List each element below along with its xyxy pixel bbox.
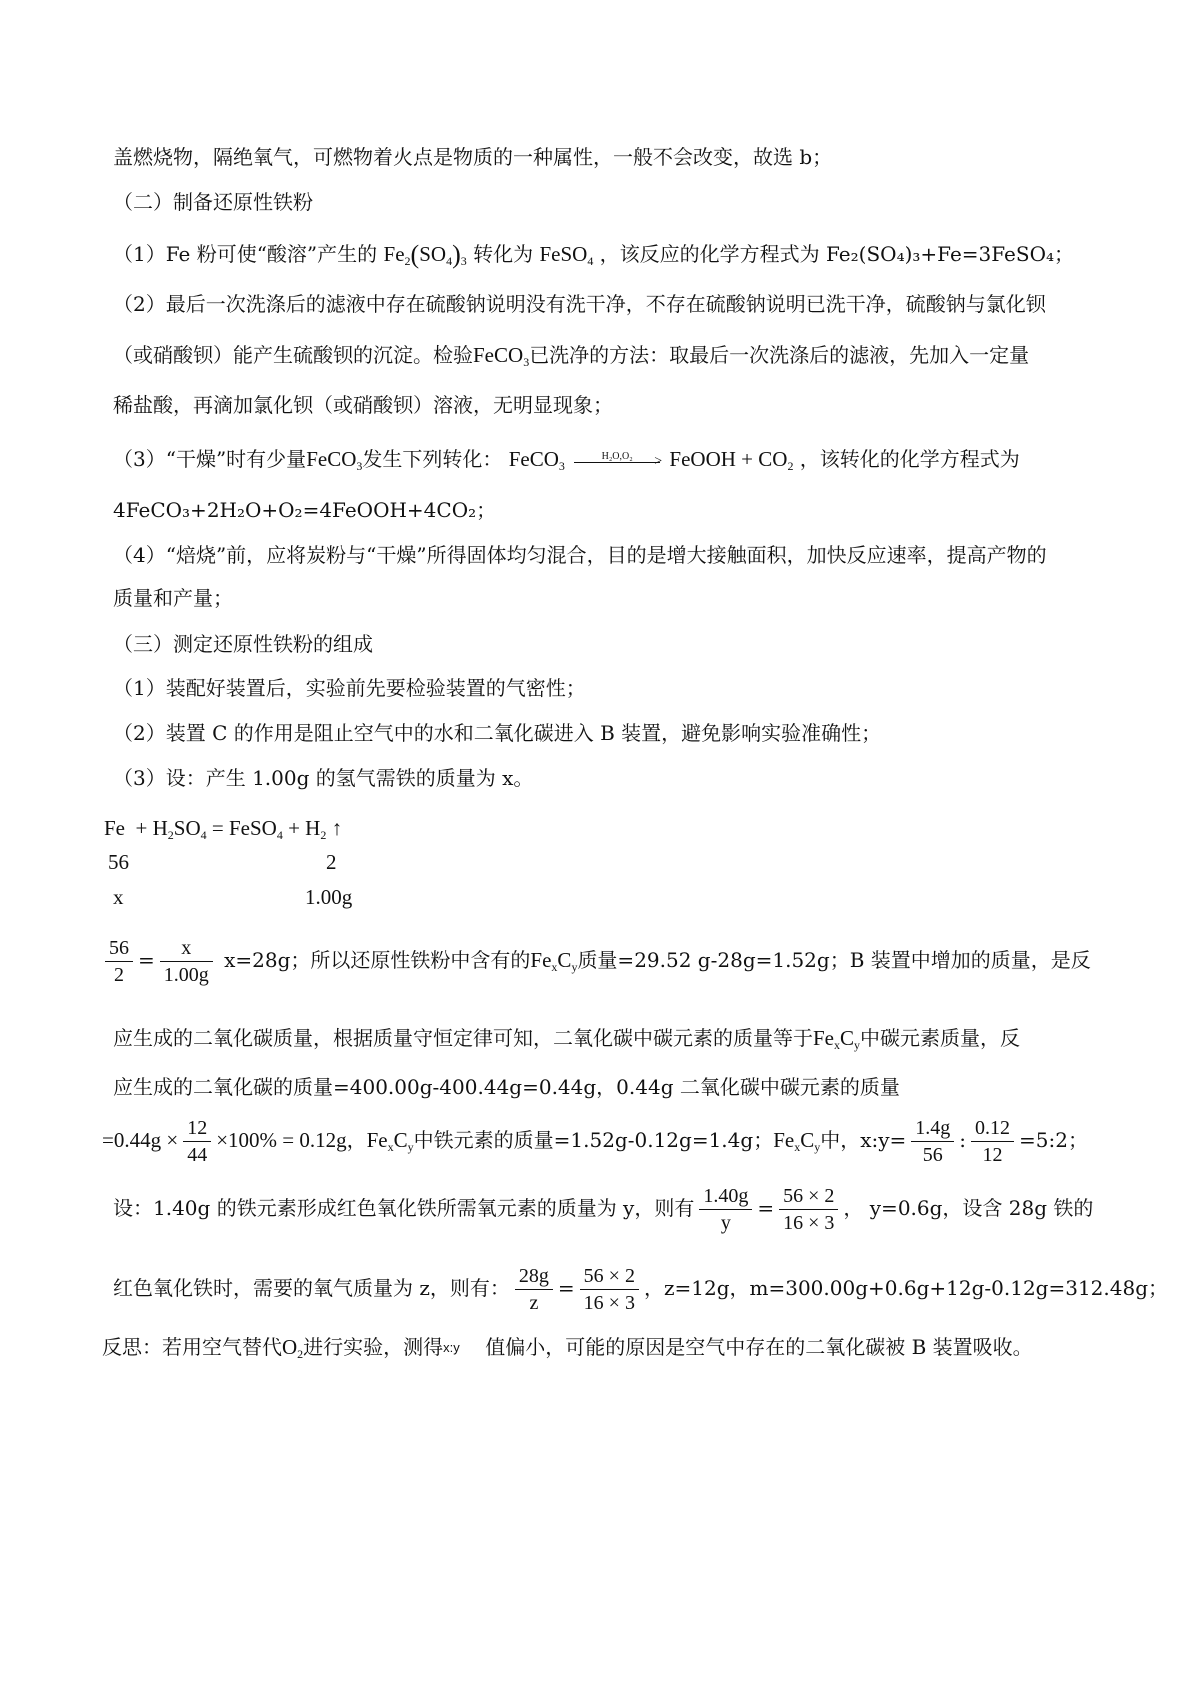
equation-ratio-56: 56 — [108, 850, 129, 874]
equation-mass-h2: 1.00g — [305, 885, 353, 909]
text-line: （4）“焙烧”前，应将炭粉与“干燥”所得固体均匀混合，目的是增大接触面积，加快反应速率，提高产物的 — [113, 543, 1047, 567]
fraction: $\frac{1.4g}{56}$ — [911, 1115, 954, 1168]
fraction: $\frac{56 \times 2}{16 \times 3}$ — [580, 1263, 639, 1316]
chemical-equation: $Fe + H_2SO_4$ = FeSO$_4$ + $H_2$ ↑ — [104, 816, 343, 842]
formula: FeSO$_4$ — [539, 242, 594, 268]
text-line: 质量和产量； — [113, 586, 233, 610]
formula: $Fe_xC_y$ — [530, 948, 578, 974]
formula: FeCO$_3$ — [473, 343, 530, 369]
formula: $Fe_xC_y$ — [366, 1128, 414, 1154]
equation-unknown-x: x — [113, 885, 124, 909]
formula: $Fe_xC_y$ — [773, 1128, 821, 1154]
text-line: （1）Fe 粉可使“酸溶”产生的 $Fe_2(SO_4)_3$ 转化为 FeSO$_4$ ，该反应的化学方程式为 Fe₂(SO₄)₃+Fe=3FeSO₄； — [113, 240, 1074, 269]
formula: $Fe_xC_y$ — [813, 1026, 861, 1052]
text-line: 4FeCO₃+2H₂O+O₂=4FeOOH+4CO₂； — [113, 498, 497, 522]
text-line: 应生成的二氧化碳质量，根据质量守恒定律可知，二氧化碳中碳元素的质量等于$Fe_xC_y$中碳元素质量，反 — [113, 1026, 1021, 1052]
text-line: 反思：若用空气替代$O_2$进行实验，测得x:y 值偏小，可能的原因是空气中存在的二氧化碳被 B 装置吸收。 — [102, 1335, 1033, 1361]
text-line: $\frac{56}{2}$ = $\frac{x}{1.00g}$ x=28g；所以还原性铁粉中含有的$Fe_xC_y$质量=29.52 g-28g=1.52g；B 装置中增加的质量，是反 — [100, 935, 1091, 988]
text-line: 盖燃烧物，隔绝氧气，可燃物着火点是物质的一种属性，一般不会改变，故选 b； — [113, 145, 833, 169]
section-heading: （三）测定还原性铁粉的组成 — [113, 632, 373, 656]
text-line: 设：1.40g 的铁元素形成红色氧化铁所需氧元素的质量为 y，则有 $\frac{1.40g}{y}$ = $\frac{56 \times 2}{16 \times 3}$ ， y=0.6g，设含 28g 铁的 — [113, 1185, 1094, 1234]
text-line: 应生成的二氧化碳的质量=400.00g-400.44g=0.44g，0.44g 二氧化碳中碳元素的质量 — [113, 1075, 900, 1099]
fraction: $\frac{0.12}{12}$ — [971, 1115, 1014, 1168]
text-line: （2）装置 C 的作用是阻止空气中的水和二氧化碳进入 B 装置，避免影响实验准确性； — [113, 721, 882, 745]
fraction: $\frac{1.40g}{y}$ — [699, 1183, 752, 1236]
fraction: $\frac{56 \times 2}{16 \times 3}$ — [779, 1183, 838, 1236]
text-line: （1）装配好装置后，实验前先要检验装置的气密性； — [113, 676, 586, 700]
text-line: 红色氧化铁时，需要的氧气质量为 z，则有： $\frac{28g}{z}$ = $\frac{56 \times 2}{16 \times 3}$ ，z=12g，m=300.00g+0.6g+12g-0.12g=312.48g； — [113, 1265, 1169, 1314]
fraction: $\frac{28g}{z}$ — [515, 1263, 553, 1316]
formula: FeCO$_3$ — [306, 447, 363, 473]
section-heading: （二）制备还原性铁粉 — [113, 190, 313, 214]
fraction: $\frac{12}{44}$ — [183, 1115, 211, 1168]
reaction-formula: FeCO$_3$ H₂O,O₂ > FeOOH + $CO_2$ — [508, 447, 794, 473]
equation-ratio-2: 2 — [326, 850, 337, 874]
formula: $O_2$ — [282, 1335, 304, 1361]
fraction: $\frac{56}{2}$ — [105, 935, 133, 988]
text-line: 稀盐酸，再滴加氯化钡（或硝酸钡）溶液，无明显现象； — [113, 393, 613, 417]
formula: $Fe_2(SO_4)_3$ — [383, 240, 467, 269]
text-line: （2）最后一次洗涤后的滤液中存在硫酸钠说明没有洗干净，不存在硫酸钠说明已洗干净，硫酸钠与氯化钡 — [113, 292, 1046, 316]
text-line: （3）“干燥”时有少量FeCO$_3$发生下列转化： FeCO$_3$ H₂O,O₂ > FeOOH + $CO_2$ ，该转化的化学方程式为 — [113, 447, 1020, 473]
reaction-arrow: H₂O,O₂ > — [574, 455, 660, 467]
text-line: （或硝酸钡）能产生硫酸钡的沉淀。检验FeCO$_3$已洗净的方法：取最后一次洗涤后的滤液，先加入一定量 — [113, 343, 1030, 369]
text-line: =0.44g × $\frac{12}{44}$ ×100% = 0.12g，$Fe_xC_y$中铁元素的质量=1.52g-0.12g=1.4g；$Fe_xC_y$中，x:y= $\frac{1.4g}{56}$ : $\frac{0.12}{12}$ =5:2； — [102, 1117, 1088, 1166]
fraction: $\frac{x}{1.00g}$ — [160, 935, 213, 988]
text-line: （3）设：产生 1.00g 的氢气需铁的质量为 x。 — [113, 766, 534, 790]
